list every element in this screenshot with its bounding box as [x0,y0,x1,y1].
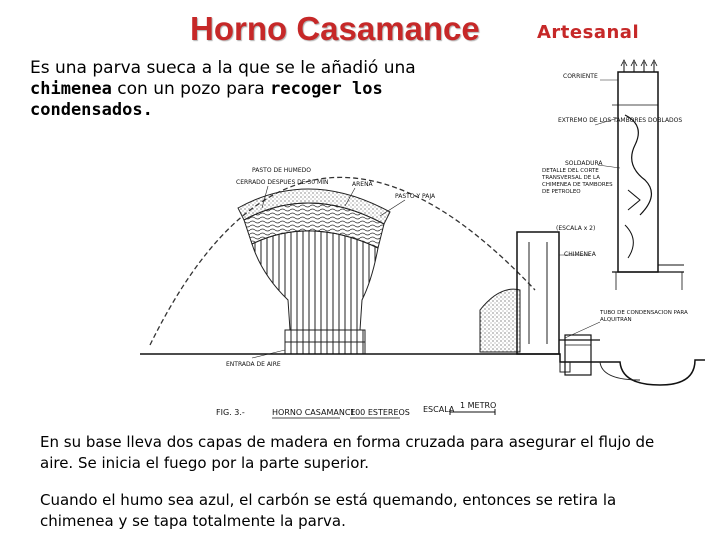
label-detalle-wrap [542,168,614,220]
label-corriente: CORRIENTE [563,73,598,80]
label-extremo: EXTREMO DE LOS TAMBORES DOBLADOS [558,117,683,124]
intro-part-2: con un pozo para [111,79,271,99]
page-title: Horno Casamance [190,10,480,47]
label-pasto-paja: PASTO Y PAJA [395,193,436,200]
body-paragraph-1: En su base lleva dos capas de madera en forma cruzada para asegurar el flujo de aire. Se inicia el fuego por la parte superior. [40,433,655,472]
label-chimenea: CHIMENEA [564,251,596,258]
chimney-base [517,232,559,354]
caption-esteres: 100 ESTEREOS [350,408,410,417]
chimney-detail [612,60,684,290]
intro-bold-recoger: recoger los condensados. [30,79,383,120]
label-arena: ARENA [352,181,373,188]
label-detalle: DETALLE DEL CORTE TRANSVERSAL DE LA CHIMENEA DE TAMBORES DE PETROLEO [542,168,613,195]
label-escala-detalle: (ESCALA x 2) [556,225,596,232]
page-subtitle: Artesanal [537,22,640,43]
intro-bold-chimenea: chimenea [30,79,112,99]
label-entrada-aire: ENTRADA DE AIRE [226,361,281,368]
caption-metro: 1 METRO [460,401,497,410]
body-paragraph-2: Cuando el humo sea azul, el carbón se está quemando, entonces se retira la chimenea y se tapa totalmente la parva. [40,491,617,530]
caption-name: HORNO CASAMANCE [272,408,356,417]
label-cerrado: CERRADO DESPUES DE 30 MIN [236,179,329,186]
kiln-side-stack [480,289,520,352]
intro-part-1: Es una parva sueca a la que se le añadió una [30,58,416,78]
label-tubo: TUBO DE CONDENSACION PARA ALQUITRAN [600,310,688,323]
caption-escala: ESCALA [423,405,455,414]
label-tubo-wrap [600,310,710,332]
label-pasto-humedo: PASTO DE HUMEDO [252,167,311,174]
label-soldadura: SOLDADURA [565,160,603,167]
kiln-wood-pile [252,231,378,330]
ground-line [140,354,705,385]
caption-fig: FIG. 3.- [216,408,245,417]
